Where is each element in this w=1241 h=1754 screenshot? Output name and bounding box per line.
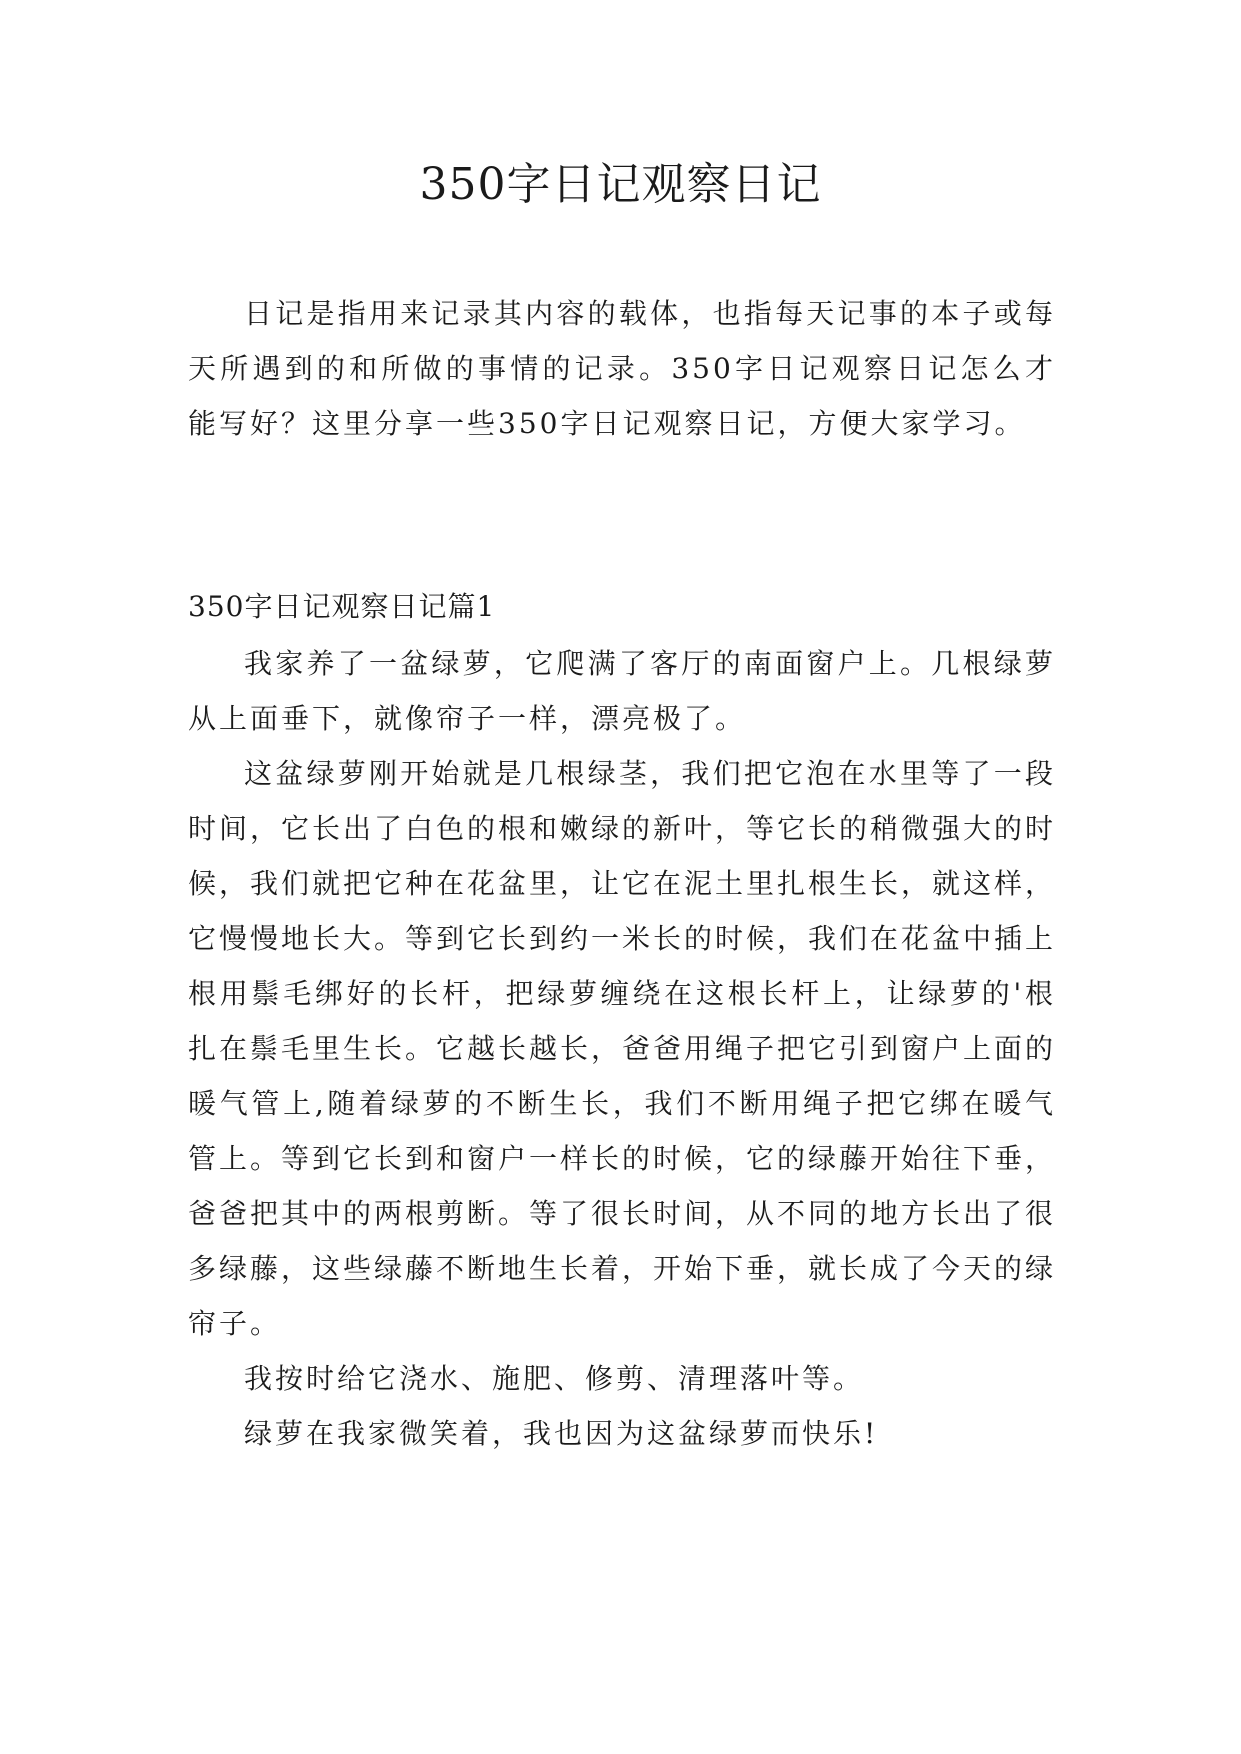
- page-title: 350字日记观察日记: [419, 159, 822, 210]
- body-paragraph-1: 我家养了一盆绿萝，它爬满了客厅的南面窗户上。几根绿萝从上面垂下，就像帘子一样，漂亮极了。: [188, 647, 1056, 735]
- body-paragraph-3: 我按时给它浇水、施肥、修剪、清理落叶等。: [244, 1362, 865, 1395]
- intro-block: [188, 286, 1056, 451]
- article-body: [188, 636, 1056, 1461]
- body-paragraph-4: 绿萝在我家微笑着，我也因为这盆绿萝而快乐!: [244, 1417, 879, 1450]
- body-paragraph-2: 这盆绿萝刚开始就是几根绿茎，我们把它泡在水里等了一段时间，它长出了白色的根和嫩绿的新叶，等它长的稍微强大的时候，我们就把它种在花盆里，让它在泥土里扎根生长，就这样，它慢慢地长大。等到它长到约一米长的时候，我们在花盆中插上根用鬃毛绑好的长杆，把绿萝缠绕在这根长杆上，让绿萝的'根扎在鬃毛里生长。它越长越长，爸爸用绳子把它引到窗户上面的暖气管上,随着绿萝的不断生长，我们不断用绳子把它绑在暖气管上。等到它长到和窗户一样长的时候，它的绿藤开始往下垂，爸爸把其中的两根剪断。等了很长时间，从不同的地方长出了很多绿藤，这些绿藤不断地生长着，开始下垂，就长成了今天的绿帘子。: [188, 757, 1057, 1340]
- intro-paragraph: 日记是指用来记录其内容的载体，也指每天记事的本子或每天所遇到的和所做的事情的记录。350字日记观察日记怎么才能写好？这里分享一些350字日记观察日记，方便大家学习。: [188, 297, 1056, 440]
- section-heading: 350字日记观察日记篇1: [188, 590, 496, 623]
